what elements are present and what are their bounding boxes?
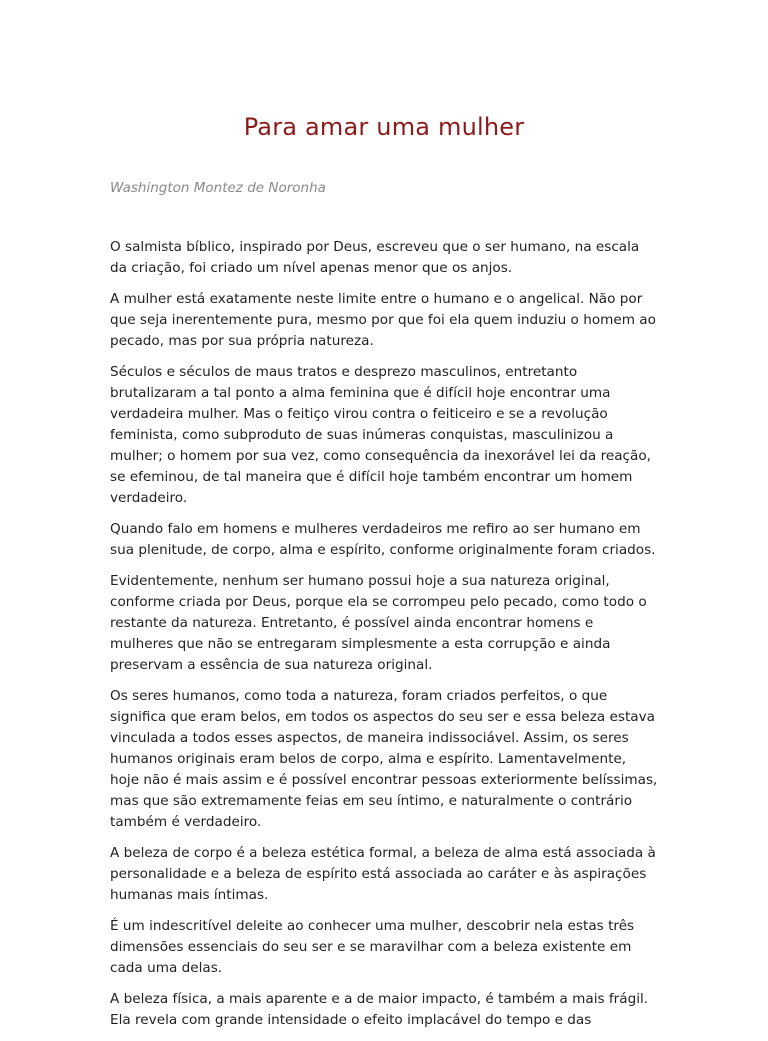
paragraph: Quando falo em homens e mulheres verdadeiros me refiro ao ser humano em sua plenitude, de corpo, alma e espírito, conforme originalmente foram criados.	[110, 521, 656, 558]
author-name: Washington Montez de Noronha	[110, 180, 326, 196]
paragraph: A beleza física, a mais aparente e a de maior impacto, é também a mais frágil. Ela revela com grande intensidade o efeito implacável do tempo e das	[110, 991, 649, 1028]
paragraph: Séculos e séculos de maus tratos e desprezo masculinos, entretanto brutalizaram a tal ponto a alma feminina que é difícil hoje encontrar uma verdadeira mulher. Mas o feitiço virou contra o feiticeiro e se a revolução feminista, como subproduto de suas inúmeras conquistas, masculinizou a mulher; o homem por sua vez, como consequência da inexorável lei da reação, se efeminou, de tal maneira que é difícil hoje também encontrar um homem verdadeiro.	[110, 364, 651, 506]
paragraph: É um indescritível deleite ao conhecer uma mulher, descobrir nela estas três dimensões essenciais do seu ser e se maravilhar com a beleza existente em cada uma delas.	[110, 918, 635, 976]
paragraph: O salmista bíblico, inspirado por Deus, escreveu que o ser humano, na escala da criação, foi criado um nível apenas menor que os anjos.	[110, 239, 640, 276]
document-title: Para amar uma mulher	[243, 113, 525, 141]
paragraph: A mulher está exatamente neste limite entre o humano e o angelical. Não por que seja inerentemente pura, mesmo por que foi ela quem induziu o homem ao pecado, mas por sua própria natureza.	[110, 291, 656, 349]
paragraph: Os seres humanos, como toda a natureza, foram criados perfeitos, o que significa que eram belos, em todos os aspectos do seu ser e essa beleza estava vinculada a todos esses aspectos, de maneira indissociável. Assim, os seres humanos originais eram belos de corpo, alma e espírito. Lamentavelmente, hoje não é mais assim e é possível encontrar pessoas exteriormente belíssimas, mas que são extremamente feias em seu íntimo, e naturalmente o contrário também é verdadeiro.	[110, 688, 658, 830]
document-body	[110, 237, 658, 1041]
paragraph: Evidentemente, nenhum ser humano possui hoje a sua natureza original, conforme criada por Deus, porque ela se corrompeu pelo pecado, como todo o restante da natureza. Entretanto, é possível ainda encontrar homens e mulheres que não se entregaram simplesmente a esta corrupção e ainda preservam a essência de sua natureza original.	[110, 573, 647, 673]
paragraph: A beleza de corpo é a beleza estética formal, a beleza de alma está associada à personalidade e a beleza de espírito está associada ao caráter e às aspirações humanas mais íntimas.	[110, 845, 656, 903]
